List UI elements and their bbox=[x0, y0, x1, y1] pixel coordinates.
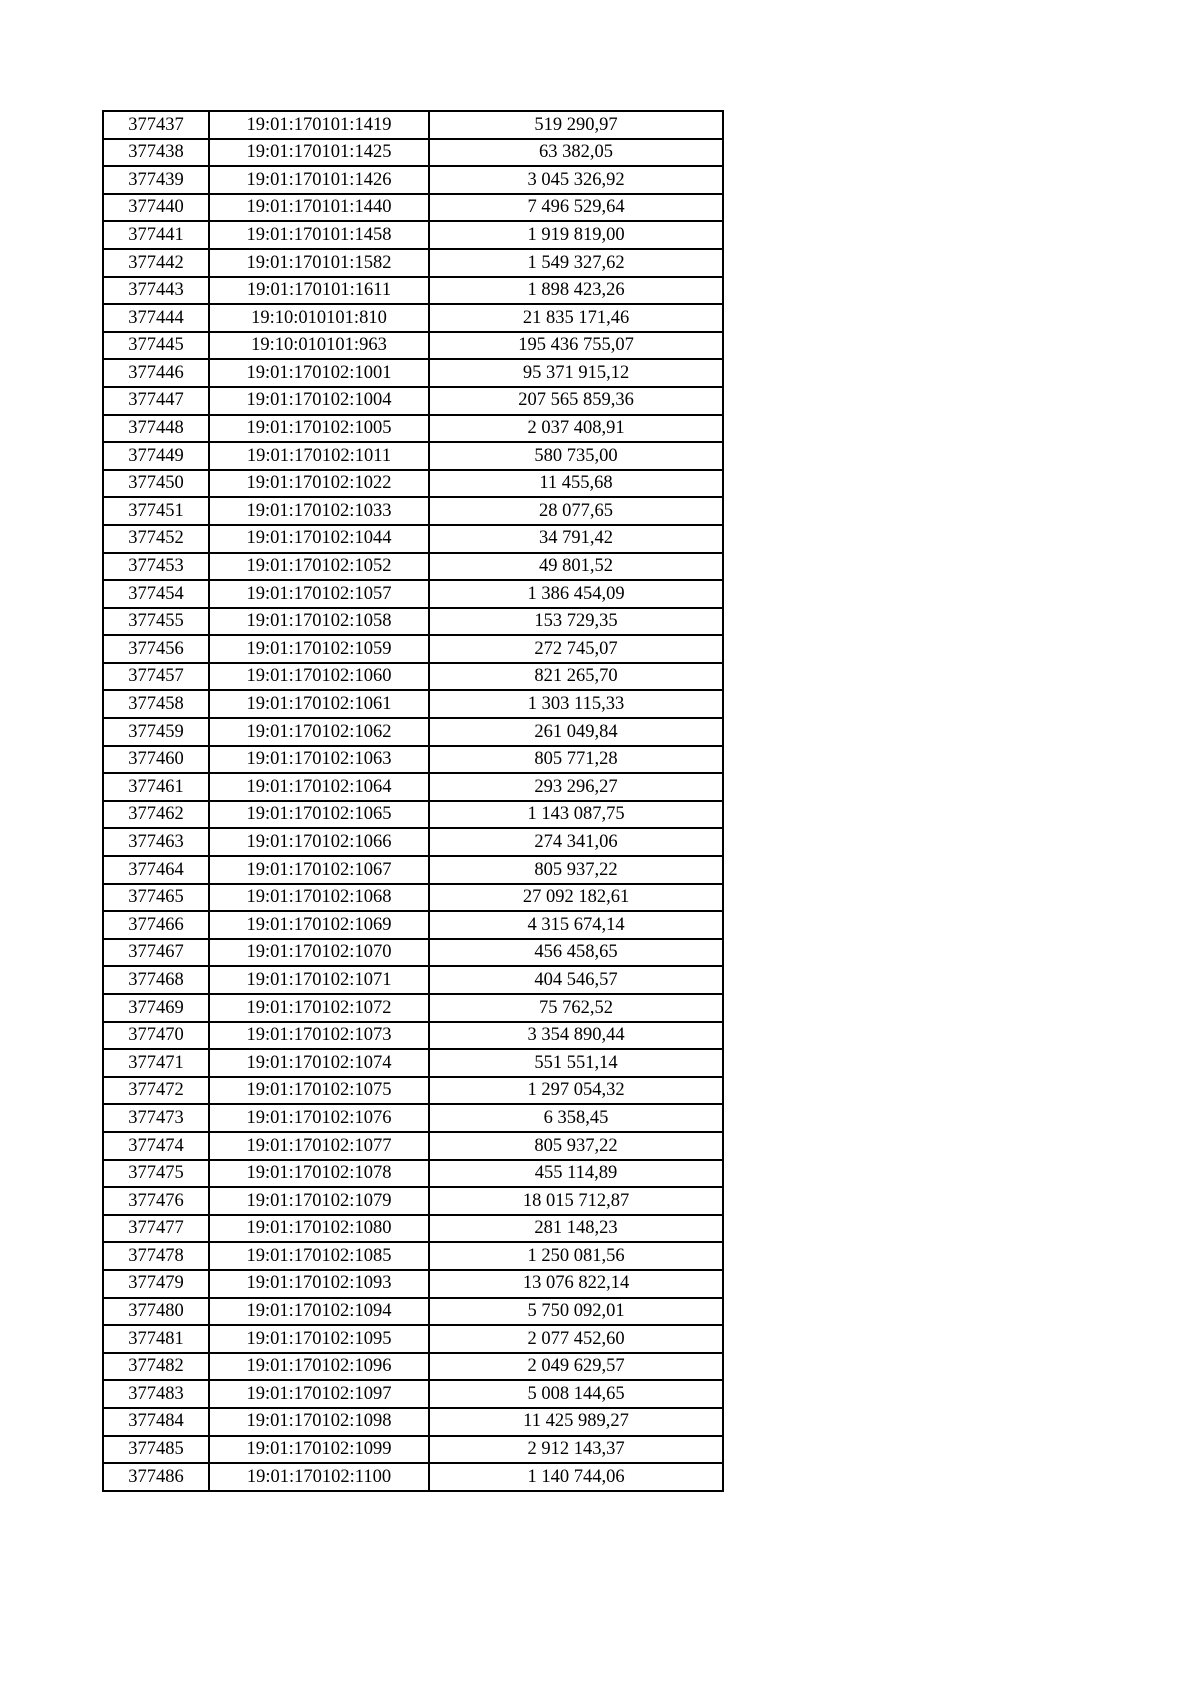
row-number-cell: 377439 bbox=[103, 166, 209, 194]
cadastral-value-cell: 1 250 081,56 bbox=[429, 1242, 723, 1270]
cadastral-number-cell: 19:01:170101:1425 bbox=[209, 139, 429, 167]
cadastral-value-cell: 261 049,84 bbox=[429, 718, 723, 746]
row-number-cell: 377472 bbox=[103, 1077, 209, 1105]
cadastral-value-cell: 2 077 452,60 bbox=[429, 1325, 723, 1353]
table-row bbox=[103, 663, 723, 691]
cadastral-value-cell: 1 898 423,26 bbox=[429, 277, 723, 305]
table-row bbox=[103, 856, 723, 884]
row-number-cell: 377469 bbox=[103, 994, 209, 1022]
row-number-cell: 377486 bbox=[103, 1463, 209, 1491]
cadastral-number-cell: 19:01:170101:1440 bbox=[209, 194, 429, 222]
cadastral-number-cell: 19:01:170102:1004 bbox=[209, 387, 429, 415]
table-row bbox=[103, 994, 723, 1022]
table-row bbox=[103, 442, 723, 470]
cadastral-number-cell: 19:01:170102:1085 bbox=[209, 1242, 429, 1270]
cadastral-number-cell: 19:10:010101:963 bbox=[209, 332, 429, 360]
table-row bbox=[103, 525, 723, 553]
table-row bbox=[103, 1077, 723, 1105]
table-row bbox=[103, 1325, 723, 1353]
table-row bbox=[103, 966, 723, 994]
table-row bbox=[103, 1380, 723, 1408]
cadastral-value-cell: 1 303 115,33 bbox=[429, 690, 723, 718]
table-row bbox=[103, 221, 723, 249]
cadastral-number-cell: 19:01:170102:1067 bbox=[209, 856, 429, 884]
row-number-cell: 377466 bbox=[103, 911, 209, 939]
cadastral-value-cell: 519 290,97 bbox=[429, 111, 723, 139]
cadastral-value-cell: 1 919 819,00 bbox=[429, 221, 723, 249]
cadastral-value-cell: 34 791,42 bbox=[429, 525, 723, 553]
row-number-cell: 377478 bbox=[103, 1242, 209, 1270]
cadastral-value-table bbox=[102, 110, 724, 1492]
cadastral-number-cell: 19:01:170102:1063 bbox=[209, 746, 429, 774]
cadastral-number-cell: 19:01:170102:1080 bbox=[209, 1215, 429, 1243]
cadastral-value-cell: 2 912 143,37 bbox=[429, 1436, 723, 1464]
table-row bbox=[103, 746, 723, 774]
cadastral-number-cell: 19:01:170102:1052 bbox=[209, 553, 429, 581]
row-number-cell: 377457 bbox=[103, 663, 209, 691]
table-row bbox=[103, 387, 723, 415]
cadastral-number-cell: 19:01:170102:1001 bbox=[209, 359, 429, 387]
row-number-cell: 377473 bbox=[103, 1104, 209, 1132]
cadastral-number-cell: 19:01:170102:1073 bbox=[209, 1022, 429, 1050]
cadastral-number-cell: 19:01:170102:1093 bbox=[209, 1270, 429, 1298]
cadastral-value-cell: 5 750 092,01 bbox=[429, 1298, 723, 1326]
row-number-cell: 377481 bbox=[103, 1325, 209, 1353]
row-number-cell: 377459 bbox=[103, 718, 209, 746]
table-row bbox=[103, 139, 723, 167]
table-row bbox=[103, 1022, 723, 1050]
table-row bbox=[103, 1242, 723, 1270]
cadastral-number-cell: 19:01:170101:1458 bbox=[209, 221, 429, 249]
cadastral-number-cell: 19:01:170102:1058 bbox=[209, 608, 429, 636]
table-row bbox=[103, 497, 723, 525]
row-number-cell: 377464 bbox=[103, 856, 209, 884]
table-row bbox=[103, 884, 723, 912]
row-number-cell: 377444 bbox=[103, 304, 209, 332]
table-row bbox=[103, 166, 723, 194]
table-row bbox=[103, 1353, 723, 1381]
cadastral-number-cell: 19:01:170102:1011 bbox=[209, 442, 429, 470]
cadastral-number-cell: 19:01:170102:1078 bbox=[209, 1160, 429, 1188]
cadastral-value-cell: 5 008 144,65 bbox=[429, 1380, 723, 1408]
row-number-cell: 377477 bbox=[103, 1215, 209, 1243]
row-number-cell: 377485 bbox=[103, 1436, 209, 1464]
cadastral-number-cell: 19:01:170102:1071 bbox=[209, 966, 429, 994]
cadastral-number-cell: 19:01:170102:1100 bbox=[209, 1463, 429, 1491]
table-row bbox=[103, 773, 723, 801]
cadastral-value-cell: 6 358,45 bbox=[429, 1104, 723, 1132]
cadastral-number-cell: 19:01:170102:1005 bbox=[209, 415, 429, 443]
table-row bbox=[103, 828, 723, 856]
table-row bbox=[103, 470, 723, 498]
cadastral-number-cell: 19:01:170102:1066 bbox=[209, 828, 429, 856]
cadastral-value-cell: 207 565 859,36 bbox=[429, 387, 723, 415]
cadastral-number-cell: 19:01:170102:1095 bbox=[209, 1325, 429, 1353]
cadastral-number-cell: 19:01:170101:1419 bbox=[209, 111, 429, 139]
cadastral-number-cell: 19:01:170102:1098 bbox=[209, 1408, 429, 1436]
row-number-cell: 377448 bbox=[103, 415, 209, 443]
cadastral-value-cell: 27 092 182,61 bbox=[429, 884, 723, 912]
cadastral-value-cell: 11 425 989,27 bbox=[429, 1408, 723, 1436]
cadastral-number-cell: 19:01:170102:1094 bbox=[209, 1298, 429, 1326]
table-row bbox=[103, 911, 723, 939]
row-number-cell: 377438 bbox=[103, 139, 209, 167]
table-row bbox=[103, 359, 723, 387]
cadastral-number-cell: 19:01:170101:1582 bbox=[209, 249, 429, 277]
cadastral-value-cell: 2 049 629,57 bbox=[429, 1353, 723, 1381]
cadastral-value-cell: 11 455,68 bbox=[429, 470, 723, 498]
cadastral-value-cell: 1 140 744,06 bbox=[429, 1463, 723, 1491]
cadastral-number-cell: 19:01:170102:1057 bbox=[209, 580, 429, 608]
cadastral-number-cell: 19:01:170102:1022 bbox=[209, 470, 429, 498]
table-row bbox=[103, 1104, 723, 1132]
cadastral-value-cell: 1 386 454,09 bbox=[429, 580, 723, 608]
table-row bbox=[103, 801, 723, 829]
cadastral-value-cell: 75 762,52 bbox=[429, 994, 723, 1022]
cadastral-value-cell: 63 382,05 bbox=[429, 139, 723, 167]
cadastral-number-cell: 19:01:170101:1426 bbox=[209, 166, 429, 194]
cadastral-value-cell: 4 315 674,14 bbox=[429, 911, 723, 939]
row-number-cell: 377470 bbox=[103, 1022, 209, 1050]
row-number-cell: 377437 bbox=[103, 111, 209, 139]
table-body bbox=[103, 111, 723, 1491]
cadastral-number-cell: 19:01:170102:1061 bbox=[209, 690, 429, 718]
table-row bbox=[103, 332, 723, 360]
cadastral-value-cell: 293 296,27 bbox=[429, 773, 723, 801]
table-row bbox=[103, 194, 723, 222]
cadastral-value-cell: 28 077,65 bbox=[429, 497, 723, 525]
row-number-cell: 377449 bbox=[103, 442, 209, 470]
row-number-cell: 377476 bbox=[103, 1187, 209, 1215]
cadastral-value-cell: 551 551,14 bbox=[429, 1049, 723, 1077]
row-number-cell: 377479 bbox=[103, 1270, 209, 1298]
table-row bbox=[103, 1408, 723, 1436]
table-row bbox=[103, 1270, 723, 1298]
row-number-cell: 377474 bbox=[103, 1132, 209, 1160]
cadastral-number-cell: 19:01:170102:1033 bbox=[209, 497, 429, 525]
cadastral-number-cell: 19:01:170102:1099 bbox=[209, 1436, 429, 1464]
row-number-cell: 377463 bbox=[103, 828, 209, 856]
table-row bbox=[103, 690, 723, 718]
cadastral-value-cell: 2 037 408,91 bbox=[429, 415, 723, 443]
table-row bbox=[103, 1160, 723, 1188]
cadastral-value-cell: 805 771,28 bbox=[429, 746, 723, 774]
row-number-cell: 377462 bbox=[103, 801, 209, 829]
cadastral-value-cell: 272 745,07 bbox=[429, 635, 723, 663]
table-row bbox=[103, 1436, 723, 1464]
row-number-cell: 377482 bbox=[103, 1353, 209, 1381]
table-row bbox=[103, 111, 723, 139]
row-number-cell: 377483 bbox=[103, 1380, 209, 1408]
cadastral-value-cell: 3 354 890,44 bbox=[429, 1022, 723, 1050]
cadastral-number-cell: 19:01:170102:1076 bbox=[209, 1104, 429, 1132]
cadastral-value-cell: 3 045 326,92 bbox=[429, 166, 723, 194]
row-number-cell: 377467 bbox=[103, 939, 209, 967]
cadastral-value-cell: 404 546,57 bbox=[429, 966, 723, 994]
row-number-cell: 377468 bbox=[103, 966, 209, 994]
cadastral-value-cell: 456 458,65 bbox=[429, 939, 723, 967]
row-number-cell: 377453 bbox=[103, 553, 209, 581]
cadastral-number-cell: 19:10:010101:810 bbox=[209, 304, 429, 332]
table-row bbox=[103, 1298, 723, 1326]
cadastral-value-cell: 805 937,22 bbox=[429, 856, 723, 884]
cadastral-value-cell: 1 549 327,62 bbox=[429, 249, 723, 277]
row-number-cell: 377445 bbox=[103, 332, 209, 360]
cadastral-value-cell: 13 076 822,14 bbox=[429, 1270, 723, 1298]
cadastral-number-cell: 19:01:170102:1069 bbox=[209, 911, 429, 939]
cadastral-value-cell: 281 148,23 bbox=[429, 1215, 723, 1243]
cadastral-number-cell: 19:01:170102:1065 bbox=[209, 801, 429, 829]
cadastral-number-cell: 19:01:170102:1074 bbox=[209, 1049, 429, 1077]
table-row bbox=[103, 277, 723, 305]
table-row bbox=[103, 553, 723, 581]
cadastral-value-cell: 821 265,70 bbox=[429, 663, 723, 691]
cadastral-number-cell: 19:01:170102:1070 bbox=[209, 939, 429, 967]
row-number-cell: 377484 bbox=[103, 1408, 209, 1436]
cadastral-number-cell: 19:01:170102:1060 bbox=[209, 663, 429, 691]
table-row bbox=[103, 1132, 723, 1160]
row-number-cell: 377454 bbox=[103, 580, 209, 608]
row-number-cell: 377451 bbox=[103, 497, 209, 525]
table-row bbox=[103, 1463, 723, 1491]
cadastral-number-cell: 19:01:170102:1062 bbox=[209, 718, 429, 746]
cadastral-value-cell: 18 015 712,87 bbox=[429, 1187, 723, 1215]
cadastral-value-cell: 455 114,89 bbox=[429, 1160, 723, 1188]
cadastral-value-cell: 1 143 087,75 bbox=[429, 801, 723, 829]
row-number-cell: 377465 bbox=[103, 884, 209, 912]
cadastral-value-cell: 274 341,06 bbox=[429, 828, 723, 856]
table-row bbox=[103, 939, 723, 967]
cadastral-value-cell: 805 937,22 bbox=[429, 1132, 723, 1160]
cadastral-number-cell: 19:01:170102:1068 bbox=[209, 884, 429, 912]
row-number-cell: 377461 bbox=[103, 773, 209, 801]
table-row bbox=[103, 249, 723, 277]
table-row bbox=[103, 608, 723, 636]
row-number-cell: 377460 bbox=[103, 746, 209, 774]
row-number-cell: 377471 bbox=[103, 1049, 209, 1077]
cadastral-value-cell: 195 436 755,07 bbox=[429, 332, 723, 360]
table-row bbox=[103, 304, 723, 332]
table-row bbox=[103, 1187, 723, 1215]
row-number-cell: 377446 bbox=[103, 359, 209, 387]
row-number-cell: 377441 bbox=[103, 221, 209, 249]
table-row bbox=[103, 580, 723, 608]
cadastral-value-cell: 49 801,52 bbox=[429, 553, 723, 581]
cadastral-number-cell: 19:01:170102:1079 bbox=[209, 1187, 429, 1215]
table-row bbox=[103, 635, 723, 663]
table-row bbox=[103, 1215, 723, 1243]
cadastral-value-cell: 21 835 171,46 bbox=[429, 304, 723, 332]
cadastral-number-cell: 19:01:170102:1097 bbox=[209, 1380, 429, 1408]
table-row bbox=[103, 1049, 723, 1077]
cadastral-number-cell: 19:01:170102:1059 bbox=[209, 635, 429, 663]
cadastral-value-cell: 580 735,00 bbox=[429, 442, 723, 470]
row-number-cell: 377455 bbox=[103, 608, 209, 636]
table-row bbox=[103, 415, 723, 443]
cadastral-value-cell: 1 297 054,32 bbox=[429, 1077, 723, 1105]
row-number-cell: 377440 bbox=[103, 194, 209, 222]
cadastral-number-cell: 19:01:170102:1072 bbox=[209, 994, 429, 1022]
cadastral-number-cell: 19:01:170102:1075 bbox=[209, 1077, 429, 1105]
cadastral-value-cell: 7 496 529,64 bbox=[429, 194, 723, 222]
row-number-cell: 377443 bbox=[103, 277, 209, 305]
row-number-cell: 377447 bbox=[103, 387, 209, 415]
row-number-cell: 377480 bbox=[103, 1298, 209, 1326]
cadastral-value-cell: 153 729,35 bbox=[429, 608, 723, 636]
row-number-cell: 377456 bbox=[103, 635, 209, 663]
table-row bbox=[103, 718, 723, 746]
cadastral-number-cell: 19:01:170101:1611 bbox=[209, 277, 429, 305]
cadastral-number-cell: 19:01:170102:1096 bbox=[209, 1353, 429, 1381]
cadastral-number-cell: 19:01:170102:1064 bbox=[209, 773, 429, 801]
row-number-cell: 377475 bbox=[103, 1160, 209, 1188]
row-number-cell: 377452 bbox=[103, 525, 209, 553]
cadastral-number-cell: 19:01:170102:1044 bbox=[209, 525, 429, 553]
cadastral-number-cell: 19:01:170102:1077 bbox=[209, 1132, 429, 1160]
row-number-cell: 377450 bbox=[103, 470, 209, 498]
row-number-cell: 377458 bbox=[103, 690, 209, 718]
row-number-cell: 377442 bbox=[103, 249, 209, 277]
cadastral-value-cell: 95 371 915,12 bbox=[429, 359, 723, 387]
